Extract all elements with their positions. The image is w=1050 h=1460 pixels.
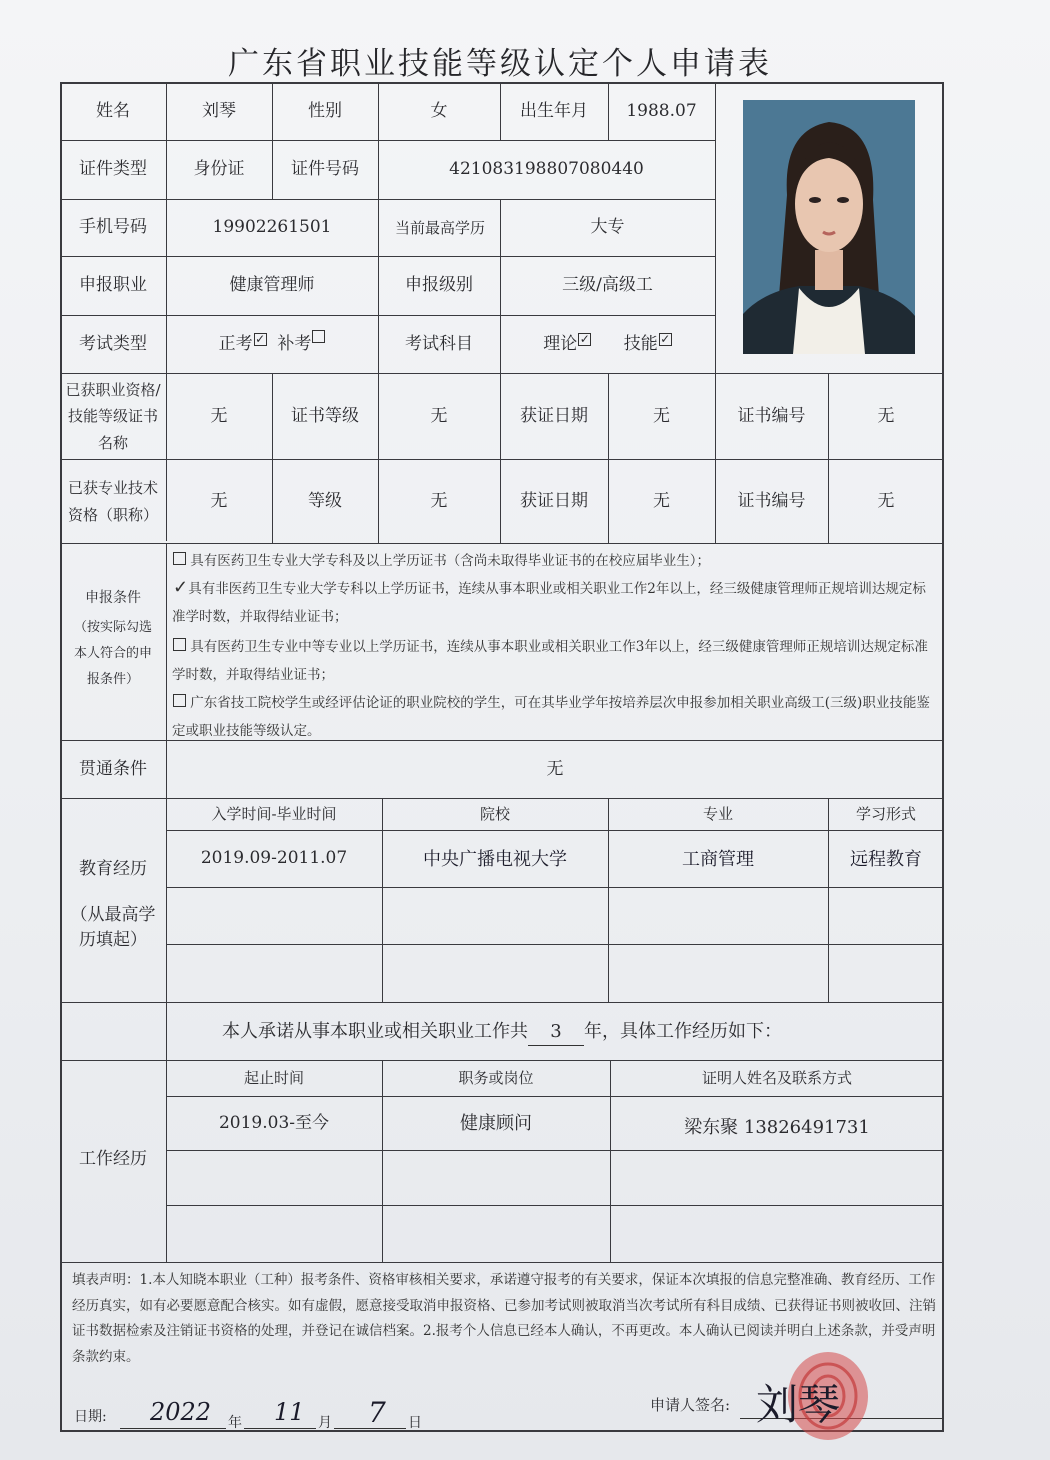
checkbox-condition-4[interactable] bbox=[173, 694, 186, 707]
label-name: 姓名 bbox=[96, 101, 130, 122]
checkbox-condition-3[interactable] bbox=[173, 638, 186, 651]
label-cert-date: 获证日期 bbox=[520, 405, 588, 426]
exam-opt-regular: 正考 ✓ bbox=[218, 331, 266, 354]
label-conditions: 申报条件 bbox=[85, 589, 141, 606]
value-edu-level: 大专 bbox=[590, 217, 625, 238]
exam-opt-makeup: 补考 bbox=[277, 332, 325, 358]
month-underline bbox=[244, 1428, 316, 1429]
date-day-value: 7 bbox=[368, 1396, 386, 1429]
year-underline bbox=[120, 1428, 226, 1429]
value-cert-date: 无 bbox=[653, 405, 670, 426]
form-title: 广东省职业技能等级认定个人申请表 bbox=[228, 46, 772, 82]
label-tech-date: 获证日期 bbox=[520, 490, 588, 511]
subject-skill: 技能 ✓ bbox=[623, 331, 671, 354]
rule bbox=[60, 543, 944, 544]
edu-col-school: 院校 bbox=[479, 805, 510, 824]
value-tech-title: 无 bbox=[210, 490, 228, 511]
year-suffix: 年 bbox=[228, 1415, 242, 1431]
value-tech-no: 无 bbox=[877, 490, 895, 511]
edu-row-1-major: 工商管理 bbox=[682, 848, 754, 870]
value-id-no: 421083198807080440 bbox=[449, 159, 644, 180]
label-tech-title: 已获专业技术资格（职称） bbox=[67, 479, 158, 524]
rule bbox=[166, 1205, 944, 1206]
value-occupation: 健康管理师 bbox=[229, 275, 315, 296]
portrait-image bbox=[743, 100, 915, 354]
applicant-photo bbox=[743, 100, 915, 354]
label-id-type: 证件类型 bbox=[79, 159, 147, 180]
month-suffix: 月 bbox=[318, 1415, 332, 1431]
label-prof-cert: 已获职业资格/技能等级证书名称 bbox=[65, 381, 161, 452]
label-birth: 出生年月 bbox=[520, 101, 588, 122]
date-label: 日期: bbox=[74, 1409, 107, 1425]
label-level: 申报级别 bbox=[405, 275, 473, 296]
exam-subject-options bbox=[500, 316, 715, 373]
declaration-text: 填表声明：1.本人知晓本职业（工种）报考条件、资格审核相关要求，承诺遵守报考的有关要求，保证本次填报的信息完整准确、教育经历、工作经历真实，如有必要愿意配合核实。如有虚假，愿意接受取消申报资格、已参加考试则被取消当次考试所有科目成绩、已获得证书则被收回、注销证书数据检索及注销证书资格的处理，并登记在诚信档案。2.报考个人信息已经本人确认，不再更改。本人确认已阅读并明白上述条款，并受声明条款约束。 bbox=[72, 1272, 936, 1365]
exam-type-options bbox=[166, 316, 378, 373]
checkbox-condition-2[interactable]: ✓ bbox=[173, 577, 189, 598]
label-grade: 等级 bbox=[308, 490, 342, 511]
value-birth: 1988.07 bbox=[626, 101, 697, 122]
condition-item-1[interactable]: 具有医药卫生专业大学专科及以上学历证书（含尚未取得毕业证书的在校应届毕业生）； bbox=[172, 547, 932, 575]
label-tech-no: 证书编号 bbox=[737, 490, 806, 511]
label-phone: 手机号码 bbox=[79, 217, 147, 238]
edu-row-1-time: 2019.09-2011.07 bbox=[200, 848, 348, 869]
condition-item-3[interactable]: 具有医药卫生专业中等专业以上学历证书，连续从事本职业或相关职业工作3年以上，经三级健康管理师正规培训达规定标准学时数，并取得结业证书； bbox=[172, 639, 928, 683]
edu-col-time: 入学时间-毕业时间 bbox=[211, 805, 337, 824]
value-level: 三级/高级工 bbox=[562, 275, 653, 296]
label-cert-no: 证书编号 bbox=[737, 405, 806, 426]
signature-value: 刘琴 bbox=[756, 1380, 841, 1429]
work-row-1-time: 2019.03-至今 bbox=[218, 1112, 330, 1133]
value-cert-no: 无 bbox=[877, 405, 895, 426]
commitment-line: 本人承诺从事本职业或相关职业工作共 3 年，具体工作经历如下： bbox=[60, 1003, 944, 1060]
work-row-1-post: 健康顾问 bbox=[460, 1113, 532, 1134]
condition-item-4[interactable]: 广东省技工院校学生或经评估论证的职业院校的学生，可在其毕业学年按培养层次申报参加相关职业高级工(三级)职业技能鉴定或职业技能等级认定。 bbox=[172, 695, 930, 739]
label-gender: 性别 bbox=[308, 101, 342, 122]
label-occupation: 申报职业 bbox=[79, 275, 147, 296]
work-col-post: 职务或岗位 bbox=[458, 1069, 534, 1088]
value-id-type: 身份证 bbox=[193, 159, 245, 180]
value-cert-level: 无 bbox=[430, 405, 448, 426]
rule bbox=[715, 82, 716, 373]
commitment-years: 3 bbox=[528, 1018, 584, 1046]
label-cert-level: 证书等级 bbox=[291, 405, 359, 426]
edu-col-form: 学习形式 bbox=[855, 805, 916, 824]
day-suffix: 日 bbox=[408, 1415, 422, 1431]
date-year-value: 2022 bbox=[150, 1398, 212, 1426]
label-through: 贯通条件 bbox=[79, 758, 147, 779]
date-month-value: 11 bbox=[274, 1398, 305, 1426]
checkbox-theory[interactable]: ✓ bbox=[579, 331, 590, 346]
label-education: 教育经历 bbox=[79, 859, 147, 880]
edu-col-major: 专业 bbox=[702, 805, 733, 824]
label-exam-subject: 考试科目 bbox=[405, 333, 473, 354]
checkbox-skill[interactable]: ✓ bbox=[660, 331, 671, 346]
checkbox-regular[interactable]: ✓ bbox=[255, 331, 266, 346]
label-exam-type: 考试类型 bbox=[79, 333, 147, 354]
value-tech-date: 无 bbox=[653, 490, 670, 511]
value-through: 无 bbox=[546, 758, 564, 779]
label-id-no: 证件号码 bbox=[291, 159, 359, 180]
label-work: 工作经历 bbox=[79, 1149, 147, 1170]
label-edu-level: 当前最高学历 bbox=[394, 218, 485, 237]
work-row-1-ref: 梁东聚 13826491731 bbox=[684, 1116, 870, 1138]
condition-item-2[interactable]: ✓ 具有非医药卫生专业大学专科以上学历证书，连续从事本职业或相关职业工作2年以上，经三级健康管理师正规培训达规定标准学时数，并取得结业证书； bbox=[172, 577, 926, 625]
value-prof-cert: 无 bbox=[210, 405, 228, 426]
value-name: 刘琴 bbox=[202, 101, 236, 122]
value-grade: 无 bbox=[430, 490, 448, 511]
edu-row-1-form: 远程教育 bbox=[850, 848, 922, 870]
checkbox-makeup[interactable] bbox=[312, 330, 325, 343]
edu-row-1-school: 中央广播电视大学 bbox=[423, 848, 567, 870]
work-col-time: 起止时间 bbox=[243, 1069, 304, 1088]
label-conditions-note: （按实际勾选本人符合的申报条件） bbox=[73, 620, 152, 687]
work-col-ref: 证明人姓名及联系方式 bbox=[701, 1069, 852, 1088]
rule bbox=[60, 1262, 944, 1263]
checkbox-condition-1[interactable] bbox=[173, 552, 186, 565]
value-phone: 19902261501 bbox=[212, 217, 332, 238]
value-gender: 女 bbox=[430, 101, 448, 122]
rule bbox=[166, 543, 167, 1262]
label-education-note: （从最高学历填起） bbox=[70, 904, 156, 950]
signature-label: 申请人签名: bbox=[650, 1396, 731, 1414]
subject-theory: 理论 ✓ bbox=[543, 331, 590, 354]
